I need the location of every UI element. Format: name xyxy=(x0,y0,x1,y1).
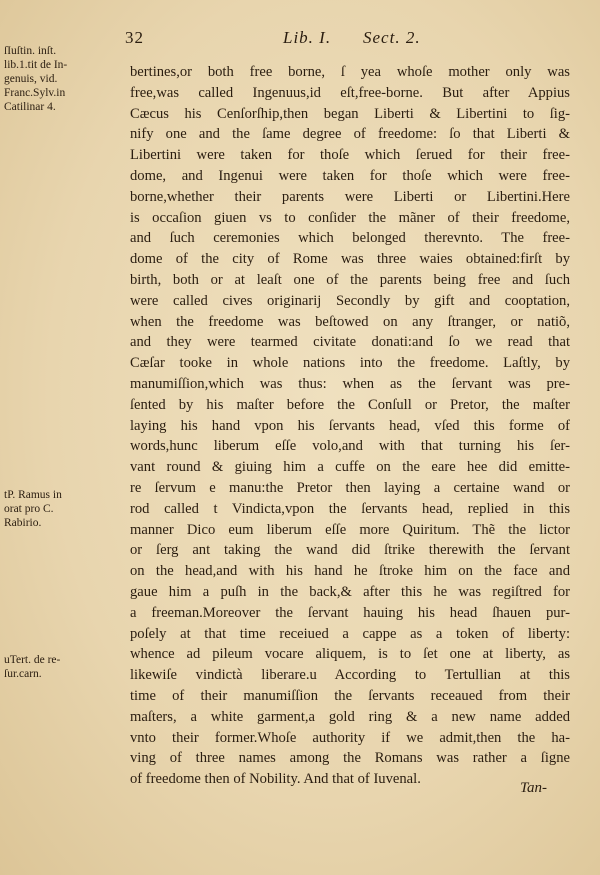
text-line: bertines,or both free borne, ſ yea whoſe mother only was xyxy=(130,64,570,80)
text-line: free,was called Ingenuus,id eſt,free-borne. But after Appius xyxy=(130,84,570,101)
book-label: Lib. I. xyxy=(283,28,332,47)
text-line: maſters, a white garment,a gold ring & a new name added xyxy=(130,708,570,725)
catchword: Tan- xyxy=(520,780,547,796)
text-line: were called cives originarij Secondly by gift and cooptation, xyxy=(130,292,570,309)
text-line: or ſerg ant taking the wand did ſtrike therewith the ſervant xyxy=(130,542,570,559)
text-line: Cæſar tooke in whole nations into the freedome. Laſtly, by xyxy=(130,355,570,372)
text-line: manner Dico eum liberum eſſe more Quiritum. Thẽ the lictor xyxy=(130,521,570,538)
text-line: borne,whether their parents were Liberti or Libertini.Here xyxy=(130,188,570,205)
text-line: Cæcus his Cenſorſhip,then began Liberti & Libertini to ſig- xyxy=(130,105,570,122)
text-line: poſely at that time receiued a cappe as a token of liberty: xyxy=(130,625,570,642)
text-line: vant round & giuing him a cuffe on the eare hee did emitte- xyxy=(130,459,570,476)
section-label: Sect. 2. xyxy=(363,28,421,47)
text-line: a freeman.Moreover the ſervant hauing his head ſhauen pur- xyxy=(130,604,570,621)
text-line: manumiſſion,which was thus: when as the ſervant was pre- xyxy=(130,375,570,392)
text-line: likewiſe vindictà liberare.u According to Tertullian at this xyxy=(130,667,570,684)
marginal-note: uTert. de re- ſur.carn. xyxy=(4,654,61,680)
text-line: Libertini were taken for thoſe which ſerued for their free- xyxy=(130,147,570,164)
marginal-note: tP. Ramus in orat pro C. Rabirio. xyxy=(4,489,62,529)
body-text xyxy=(130,62,570,790)
text-line: whence ad pileum vocare aliquem, is to ſet one at liberty, as xyxy=(130,646,570,663)
text-line: is occaſion giuen vs to conſider the mãner of their freedome, xyxy=(130,209,570,226)
text-line: and they were tearmed civitate donati:and ſo we read that xyxy=(130,334,570,351)
text-line: laying his hand vpon his ſervants head, vſed this forme of xyxy=(130,417,570,434)
text-line: on the head,and with his hand he ſtroke him on the face and xyxy=(130,563,570,580)
text-line: words,hunc liberum eſſe volo,and with that turning his ſer- xyxy=(130,438,570,455)
text-line: dome of the city of Rome was three waies obtained:firſt by xyxy=(130,251,570,268)
text-line: of freedome then of Nobility. And that of Iuvenal. xyxy=(130,771,421,788)
text-line: ving of three names among the Romans was rather a ſigne xyxy=(130,750,570,767)
text-line: time of their manumiſſion the ſervants receaued from their xyxy=(130,687,570,704)
text-line: re ſervum e manu:the Pretor then laying a certaine wand or xyxy=(130,479,570,496)
text-line: vnto their former.Whoſe authority if we admit,then the ha- xyxy=(130,729,570,746)
text-line: when the freedome was beſtowed on any ſtranger, or natiõ, xyxy=(130,313,570,330)
text-line: ſented by his maſter before the Conſull or Pretor, the maſter xyxy=(130,396,570,413)
page-number: 32 xyxy=(125,28,144,47)
marginal-note: ſIuſtin. inſt. lib.1.tit de In- genuis, vid. Franc.Sylv.in Catilinar 4. xyxy=(4,45,68,113)
text-line: rod called t Vindicta,vpon the ſervants head, replied in this xyxy=(130,500,570,517)
text-line: nify one and the ſame degree of freedome: ſo that Liberti & xyxy=(130,126,570,143)
text-line: gaue him a puſh in the back,& after this he was regiſtred for xyxy=(130,583,570,600)
text-line: dome, and Ingenui were taken for thoſe which were free- xyxy=(130,167,570,184)
text-line: birth, both or at leaſt one of the parents being free and ſuch xyxy=(130,271,570,288)
text-line: and ſuch ceremonies which belonged therevnto. The free- xyxy=(130,230,570,247)
